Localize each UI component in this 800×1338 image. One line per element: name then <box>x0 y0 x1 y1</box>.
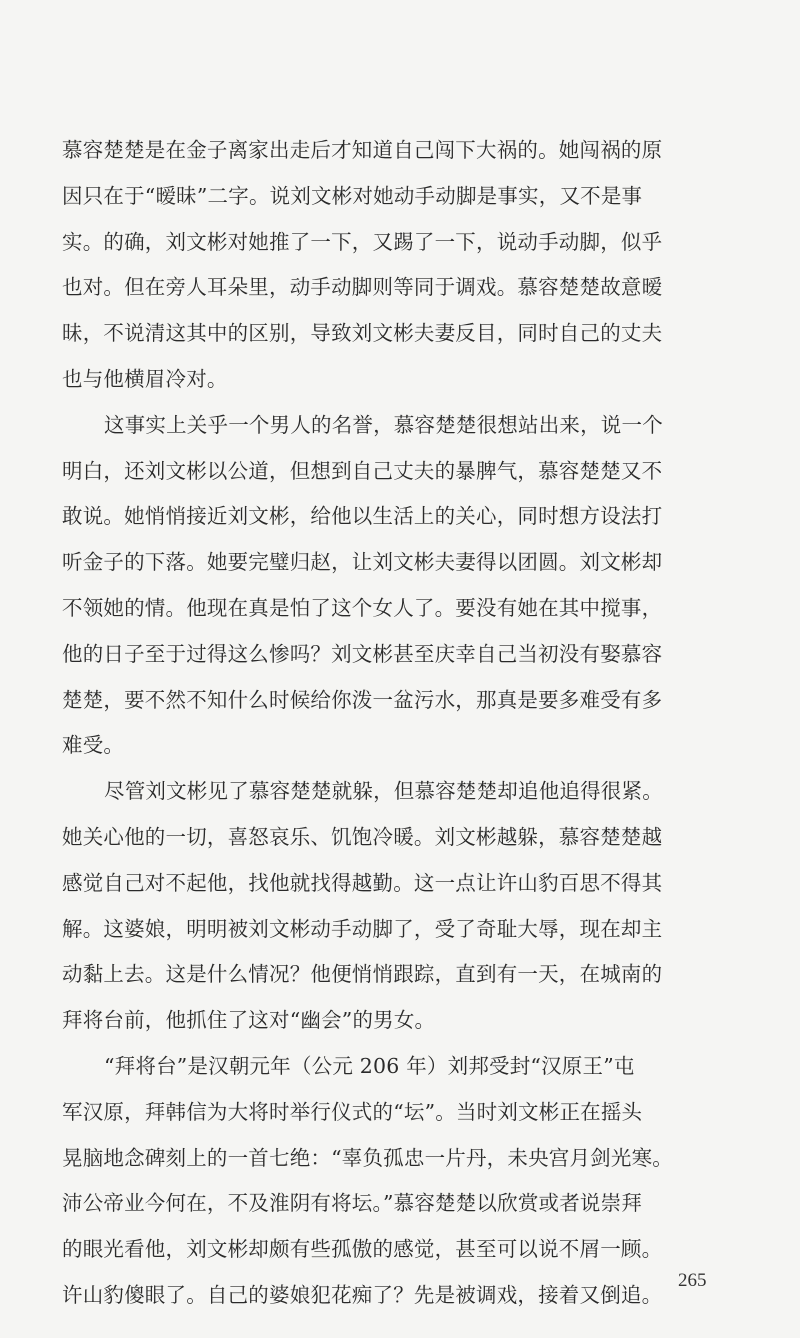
text-line: 尽管刘文彬见了慕容楚楚就躲，但慕容楚楚却追他追得很紧。 <box>104 779 663 804</box>
text-line: 的眼光看他，刘文彬却颇有些孤傲的感觉，甚至可以说不屑一顾。 <box>62 1237 663 1262</box>
text-line: 因只在于“暧昧”二字。说刘文彬对她动手动脚是事实，又不是事 <box>62 183 643 208</box>
text-line: 许山豹傻眼了。自己的婆娘犯花痴了？先是被调戏，接着又倒追。 <box>62 1282 663 1307</box>
body-text <box>62 128 742 1319</box>
text-line: 楚楚，要不然不知什么时候给你泼一盆污水，那真是要多难受有多 <box>62 687 663 712</box>
text-line: “拜将台”是汉朝元年（公元 206 年）刘邦受封“汉原王”屯 <box>104 1053 635 1078</box>
text-line: 实。的确，刘文彬对她推了一下，又踢了一下，说动手动脚，似乎 <box>62 229 663 254</box>
text-line: 他的日子至于过得这么惨吗？刘文彬甚至庆幸自己当初没有娶慕容 <box>62 641 663 666</box>
text-line: 昧，不说清这其中的区别，导致刘文彬夫妻反目，同时自己的丈夫 <box>62 321 663 346</box>
text-line: 拜将台前，他抓住了这对“幽会”的男女。 <box>62 1008 436 1033</box>
text-line: 听金子的下落。她要完璧归赵，让刘文彬夫妻得以团圆。刘文彬却 <box>62 550 663 575</box>
text-line: 沛公帝业今何在，不及淮阴有将坛。”慕容楚楚以欣赏或者说崇拜 <box>62 1191 643 1216</box>
text-line: 慕容楚楚是在金子离家出走后才知道自己闯下大祸的。她闯祸的原 <box>62 138 663 162</box>
text-line: 解。这婆娘，明明被刘文彬动手动脚了，受了奇耻大辱，现在却主 <box>62 916 663 941</box>
text-line: 明白，还刘文彬以公道，但想到自己丈夫的暴脾气，慕容楚楚又不 <box>62 458 663 483</box>
text-line: 也对。但在旁人耳朵里，动手动脚则等同于调戏。慕容楚楚故意暧 <box>62 275 663 300</box>
text-line: 这事实上关乎一个男人的名誉，慕容楚楚很想站出来，说一个 <box>104 412 663 437</box>
text-line: 难受。 <box>62 733 125 758</box>
text-line: 动黏上去。这是什么情况？他便悄悄跟踪，直到有一天，在城南的 <box>62 962 663 987</box>
text-line: 敢说。她悄悄接近刘文彬，给他以生活上的关心，同时想方设法打 <box>62 504 663 529</box>
text-line: 军汉原，拜韩信为大将时举行仪式的“坛”。当时刘文彬正在摇头 <box>62 1099 643 1124</box>
text-line: 也与他横眉冷对。 <box>62 366 228 391</box>
text-line: 她关心他的一切，喜怒哀乐、饥饱冷暖。刘文彬越躲，慕容楚楚越 <box>62 824 663 849</box>
page-number: 265 <box>678 1270 707 1291</box>
text-line: 感觉自己对不起他，找他就找得越勤。这一点让许山豹百思不得其 <box>62 870 663 895</box>
text-line: 晃脑地念碑刻上的一首七绝：“辜负孤忠一片丹，未央宫月剑光寒。 <box>62 1145 673 1170</box>
text-line: 不领她的情。他现在真是怕了这个女人了。要没有她在其中搅事， <box>62 595 663 620</box>
